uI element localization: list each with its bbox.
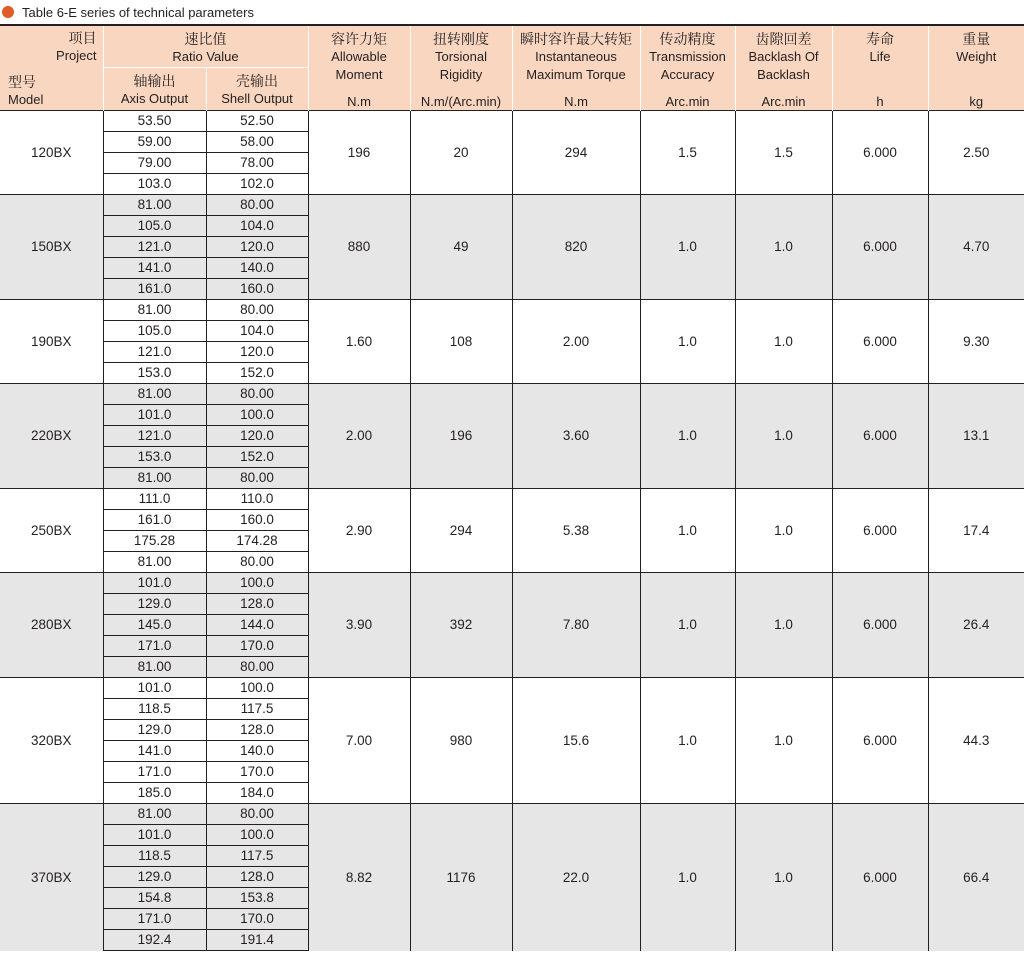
header-ratio-value: 速比值 Ratio Value <box>103 25 308 68</box>
max-torque-cell: 7.80 <box>512 573 640 678</box>
model-cell: 320BX <box>0 678 103 804</box>
weight-cell: 13.1 <box>928 384 1024 489</box>
shell-output-ratio-cell: 100.0 <box>206 678 308 699</box>
model-cell: 280BX <box>0 573 103 678</box>
shell-output-ratio-cell: 120.0 <box>206 237 308 258</box>
table-row <box>0 384 1024 405</box>
torsional-rigidity-cell: 108 <box>410 300 512 384</box>
shell-output-ratio-cell: 152.0 <box>206 363 308 384</box>
shell-output-ratio-cell: 191.4 <box>206 930 308 951</box>
transmission-accuracy-cell: 1.0 <box>640 573 735 678</box>
project-label: 项目 Project <box>56 30 97 63</box>
allowable-moment-cell: 880 <box>308 195 410 300</box>
backlash-cell: 1.0 <box>735 573 832 678</box>
axis-output-ratio-cell: 192.4 <box>103 930 206 951</box>
max-torque-cell: 3.60 <box>512 384 640 489</box>
shell-output-ratio-cell: 170.0 <box>206 909 308 930</box>
axis-output-ratio-cell: 101.0 <box>103 405 206 426</box>
weight-cell: 17.4 <box>928 489 1024 573</box>
shell-output-ratio-cell: 52.50 <box>206 111 308 132</box>
axis-output-ratio-cell: 81.00 <box>103 300 206 321</box>
model-cell: 150BX <box>0 195 103 300</box>
header-instantaneous-max-torque: 瞬时容许最大转矩 Instantaneous Maximum Torque N.m <box>512 25 640 111</box>
backlash-cell: 1.0 <box>735 384 832 489</box>
model-cell: 370BX <box>0 804 103 951</box>
life-cell: 6.000 <box>832 804 928 951</box>
shell-output-ratio-cell: 128.0 <box>206 720 308 741</box>
table-row <box>0 489 1024 510</box>
axis-output-ratio-cell: 81.00 <box>103 384 206 405</box>
shell-output-ratio-cell: 160.0 <box>206 510 308 531</box>
axis-output-ratio-cell: 101.0 <box>103 678 206 699</box>
transmission-accuracy-cell: 1.0 <box>640 678 735 804</box>
table-row <box>0 678 1024 699</box>
axis-output-ratio-cell: 81.00 <box>103 468 206 489</box>
axis-output-ratio-cell: 153.0 <box>103 447 206 468</box>
axis-output-ratio-cell: 161.0 <box>103 510 206 531</box>
shell-output-ratio-cell: 152.0 <box>206 447 308 468</box>
allowable-moment-cell: 7.00 <box>308 678 410 804</box>
backlash-cell: 1.0 <box>735 678 832 804</box>
shell-output-ratio-cell: 170.0 <box>206 636 308 657</box>
torsional-rigidity-cell: 294 <box>410 489 512 573</box>
table-row <box>0 573 1024 594</box>
shell-output-ratio-cell: 80.00 <box>206 657 308 678</box>
shell-output-ratio-cell: 128.0 <box>206 867 308 888</box>
shell-output-ratio-cell: 140.0 <box>206 258 308 279</box>
axis-output-ratio-cell: 59.00 <box>103 132 206 153</box>
max-torque-cell: 5.38 <box>512 489 640 573</box>
torsional-rigidity-cell: 49 <box>410 195 512 300</box>
shell-output-ratio-cell: 117.5 <box>206 699 308 720</box>
shell-output-ratio-cell: 170.0 <box>206 762 308 783</box>
header-torsional-rigidity: 扭转刚度 Torsional Rigidity N.m/(Arc.min) <box>410 25 512 111</box>
table-title: Table 6-E series of technical parameters <box>22 4 254 20</box>
axis-output-ratio-cell: 118.5 <box>103 699 206 720</box>
shell-output-ratio-cell: 80.00 <box>206 300 308 321</box>
max-torque-cell: 22.0 <box>512 804 640 951</box>
axis-output-ratio-cell: 79.00 <box>103 153 206 174</box>
shell-output-ratio-cell: 153.8 <box>206 888 308 909</box>
transmission-accuracy-cell: 1.0 <box>640 804 735 951</box>
allowable-moment-cell: 3.90 <box>308 573 410 678</box>
table-header <box>0 25 1024 111</box>
axis-output-ratio-cell: 185.0 <box>103 783 206 804</box>
technical-parameters-table <box>0 24 1024 951</box>
axis-output-ratio-cell: 171.0 <box>103 909 206 930</box>
life-cell: 6.000 <box>832 195 928 300</box>
axis-output-ratio-cell: 81.00 <box>103 552 206 573</box>
axis-output-ratio-cell: 101.0 <box>103 573 206 594</box>
weight-cell: 26.4 <box>928 573 1024 678</box>
transmission-accuracy-cell: 1.0 <box>640 384 735 489</box>
life-cell: 6.000 <box>832 573 928 678</box>
table-row <box>0 804 1024 825</box>
transmission-accuracy-cell: 1.0 <box>640 300 735 384</box>
axis-output-ratio-cell: 129.0 <box>103 867 206 888</box>
model-cell: 120BX <box>0 111 103 195</box>
axis-output-ratio-cell: 105.0 <box>103 216 206 237</box>
shell-output-ratio-cell: 120.0 <box>206 426 308 447</box>
life-cell: 6.000 <box>832 300 928 384</box>
shell-output-ratio-cell: 117.5 <box>206 846 308 867</box>
allowable-moment-cell: 2.00 <box>308 384 410 489</box>
max-torque-cell: 15.6 <box>512 678 640 804</box>
model-cell: 190BX <box>0 300 103 384</box>
allowable-moment-cell: 1.60 <box>308 300 410 384</box>
axis-output-ratio-cell: 121.0 <box>103 342 206 363</box>
shell-output-ratio-cell: 120.0 <box>206 342 308 363</box>
axis-output-ratio-cell: 103.0 <box>103 174 206 195</box>
table-body <box>0 111 1024 951</box>
model-cell: 220BX <box>0 384 103 489</box>
axis-output-ratio-cell: 81.00 <box>103 804 206 825</box>
header-allowable-moment: 容许力矩 Allowable Moment N.m <box>308 25 410 111</box>
shell-output-ratio-cell: 100.0 <box>206 573 308 594</box>
shell-output-ratio-cell: 144.0 <box>206 615 308 636</box>
allowable-moment-cell: 2.90 <box>308 489 410 573</box>
shell-output-ratio-cell: 184.0 <box>206 783 308 804</box>
shell-output-ratio-cell: 80.00 <box>206 195 308 216</box>
axis-output-ratio-cell: 153.0 <box>103 363 206 384</box>
axis-output-ratio-cell: 175.28 <box>103 531 206 552</box>
axis-output-ratio-cell: 129.0 <box>103 720 206 741</box>
axis-output-ratio-cell: 81.00 <box>103 657 206 678</box>
shell-output-ratio-cell: 128.0 <box>206 594 308 615</box>
shell-output-ratio-cell: 78.00 <box>206 153 308 174</box>
torsional-rigidity-cell: 980 <box>410 678 512 804</box>
allowable-moment-cell: 8.82 <box>308 804 410 951</box>
axis-output-ratio-cell: 141.0 <box>103 741 206 762</box>
shell-output-ratio-cell: 174.28 <box>206 531 308 552</box>
shell-output-ratio-cell: 80.00 <box>206 552 308 573</box>
backlash-cell: 1.0 <box>735 489 832 573</box>
axis-output-ratio-cell: 81.00 <box>103 195 206 216</box>
axis-output-ratio-cell: 118.5 <box>103 846 206 867</box>
table-caption <box>0 0 1024 24</box>
header-life: 寿命 Life h <box>832 25 928 111</box>
header-corner-cell <box>0 25 103 111</box>
header-weight: 重量 Weight kg <box>928 25 1024 111</box>
backlash-cell: 1.0 <box>735 195 832 300</box>
transmission-accuracy-cell: 1.0 <box>640 489 735 573</box>
backlash-cell: 1.5 <box>735 111 832 195</box>
shell-output-ratio-cell: 160.0 <box>206 279 308 300</box>
axis-output-ratio-cell: 145.0 <box>103 615 206 636</box>
model-cell: 250BX <box>0 489 103 573</box>
shell-output-ratio-cell: 104.0 <box>206 216 308 237</box>
axis-output-ratio-cell: 141.0 <box>103 258 206 279</box>
weight-cell: 4.70 <box>928 195 1024 300</box>
header-axis-output: 轴输出 Axis Output <box>103 68 206 111</box>
axis-output-ratio-cell: 111.0 <box>103 489 206 510</box>
weight-cell: 66.4 <box>928 804 1024 951</box>
shell-output-ratio-cell: 58.00 <box>206 132 308 153</box>
shell-output-ratio-cell: 80.00 <box>206 384 308 405</box>
axis-output-ratio-cell: 121.0 <box>103 237 206 258</box>
table-row <box>0 111 1024 132</box>
model-label: 型号 Model <box>8 74 44 107</box>
shell-output-ratio-cell: 140.0 <box>206 741 308 762</box>
transmission-accuracy-cell: 1.5 <box>640 111 735 195</box>
axis-output-ratio-cell: 53.50 <box>103 111 206 132</box>
shell-output-ratio-cell: 104.0 <box>206 321 308 342</box>
life-cell: 6.000 <box>832 111 928 195</box>
max-torque-cell: 294 <box>512 111 640 195</box>
weight-cell: 2.50 <box>928 111 1024 195</box>
backlash-cell: 1.0 <box>735 300 832 384</box>
shell-output-ratio-cell: 100.0 <box>206 825 308 846</box>
shell-output-ratio-cell: 110.0 <box>206 489 308 510</box>
transmission-accuracy-cell: 1.0 <box>640 195 735 300</box>
backlash-cell: 1.0 <box>735 804 832 951</box>
table-row <box>0 300 1024 321</box>
torsional-rigidity-cell: 196 <box>410 384 512 489</box>
axis-output-ratio-cell: 105.0 <box>103 321 206 342</box>
torsional-rigidity-cell: 392 <box>410 573 512 678</box>
weight-cell: 9.30 <box>928 300 1024 384</box>
table-row <box>0 195 1024 216</box>
axis-output-ratio-cell: 101.0 <box>103 825 206 846</box>
bullet-dot-icon <box>2 6 14 18</box>
axis-output-ratio-cell: 171.0 <box>103 762 206 783</box>
axis-output-ratio-cell: 154.8 <box>103 888 206 909</box>
life-cell: 6.000 <box>832 384 928 489</box>
max-torque-cell: 820 <box>512 195 640 300</box>
life-cell: 6.000 <box>832 489 928 573</box>
torsional-rigidity-cell: 1176 <box>410 804 512 951</box>
header-shell-output: 壳输出 Shell Output <box>206 68 308 111</box>
max-torque-cell: 2.00 <box>512 300 640 384</box>
header-transmission-accuracy: 传动精度 Transmission Accuracy Arc.min <box>640 25 735 111</box>
allowable-moment-cell: 196 <box>308 111 410 195</box>
life-cell: 6.000 <box>832 678 928 804</box>
axis-output-ratio-cell: 129.0 <box>103 594 206 615</box>
axis-output-ratio-cell: 121.0 <box>103 426 206 447</box>
shell-output-ratio-cell: 80.00 <box>206 804 308 825</box>
shell-output-ratio-cell: 102.0 <box>206 174 308 195</box>
weight-cell: 44.3 <box>928 678 1024 804</box>
header-backlash: 齿隙回差 Backlash Of Backlash Arc.min <box>735 25 832 111</box>
shell-output-ratio-cell: 100.0 <box>206 405 308 426</box>
axis-output-ratio-cell: 171.0 <box>103 636 206 657</box>
axis-output-ratio-cell: 161.0 <box>103 279 206 300</box>
torsional-rigidity-cell: 20 <box>410 111 512 195</box>
shell-output-ratio-cell: 80.00 <box>206 468 308 489</box>
